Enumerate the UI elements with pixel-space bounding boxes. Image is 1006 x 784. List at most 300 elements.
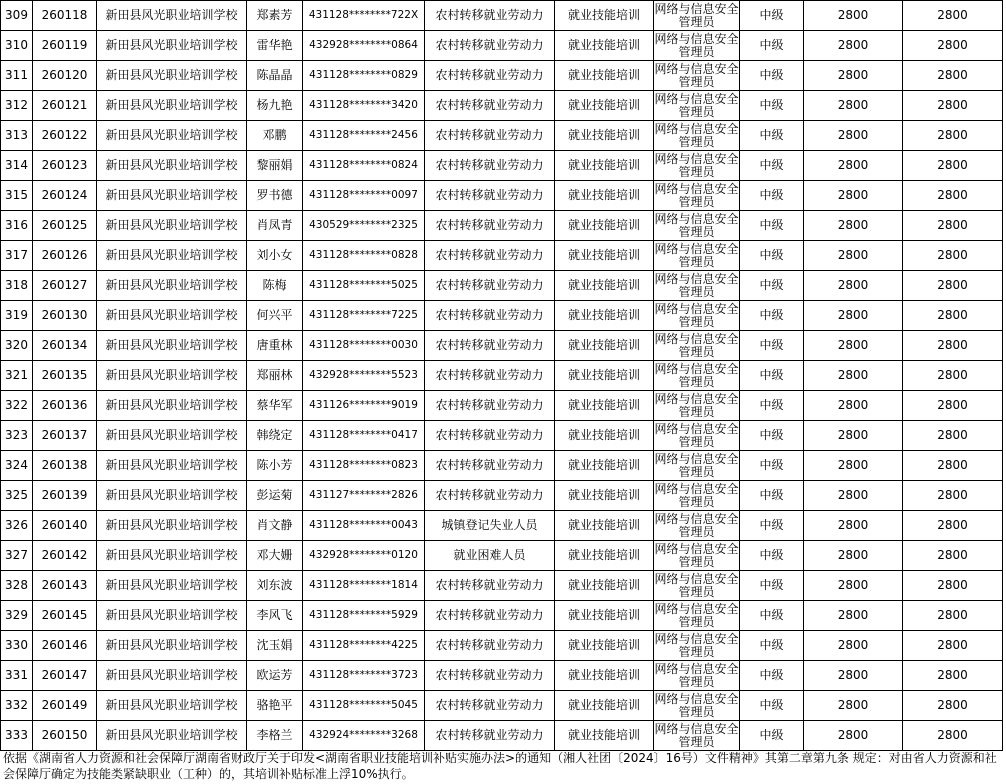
cell-seq: 325 bbox=[1, 481, 33, 511]
cell-code: 260134 bbox=[33, 331, 97, 361]
cell-id-number: 431127********2826 bbox=[303, 481, 425, 511]
cell-code: 260119 bbox=[33, 31, 97, 61]
cell-training-type: 就业技能培训 bbox=[555, 241, 654, 271]
cell-school: 新田县风光职业培训学校 bbox=[97, 121, 247, 151]
cell-code: 260120 bbox=[33, 61, 97, 91]
cell-id-number: 431128********0417 bbox=[303, 421, 425, 451]
cell-training-type: 就业技能培训 bbox=[555, 181, 654, 211]
cell-level: 中级 bbox=[740, 391, 804, 421]
cell-name: 陈小芳 bbox=[247, 451, 303, 481]
cell-school: 新田县风光职业培训学校 bbox=[97, 511, 247, 541]
cell-category: 农村转移就业劳动力 bbox=[425, 691, 555, 721]
cell-level: 中级 bbox=[740, 361, 804, 391]
cell-training-type: 就业技能培训 bbox=[555, 31, 654, 61]
cell-job-title: 网络与信息安全管理员 bbox=[654, 571, 739, 599]
cell-amount: 2800 bbox=[903, 451, 1003, 481]
cell-code: 260136 bbox=[33, 391, 97, 421]
cell-name: 欧运芳 bbox=[247, 661, 303, 691]
cell-name: 杨九艳 bbox=[247, 91, 303, 121]
cell-seq: 323 bbox=[1, 421, 33, 451]
table-row bbox=[1, 1, 1003, 31]
cell-school: 新田县风光职业培训学校 bbox=[97, 1, 247, 31]
cell-id-number: 432924********3268 bbox=[303, 721, 425, 751]
cell-category: 就业困难人员 bbox=[425, 541, 555, 571]
cell-code: 260139 bbox=[33, 481, 97, 511]
cell-school: 新田县风光职业培训学校 bbox=[97, 181, 247, 211]
cell-amount: 2800 bbox=[903, 211, 1003, 241]
table-row bbox=[1, 361, 1003, 391]
cell-training-type: 就业技能培训 bbox=[555, 451, 654, 481]
cell-training-type: 就业技能培训 bbox=[555, 391, 654, 421]
cell-name: 唐重林 bbox=[247, 331, 303, 361]
cell-level: 中级 bbox=[740, 241, 804, 271]
cell-amount: 2800 bbox=[903, 361, 1003, 391]
cell-amount: 2800 bbox=[903, 181, 1003, 211]
cell-id-number: 431128********0823 bbox=[303, 451, 425, 481]
cell-standard: 2800 bbox=[804, 391, 903, 421]
cell-level: 中级 bbox=[740, 121, 804, 151]
cell-standard: 2800 bbox=[804, 541, 903, 571]
cell-seq: 321 bbox=[1, 361, 33, 391]
cell-standard: 2800 bbox=[804, 451, 903, 481]
cell-standard: 2800 bbox=[804, 31, 903, 61]
cell-training-type: 就业技能培训 bbox=[555, 121, 654, 151]
cell-amount: 2800 bbox=[903, 691, 1003, 721]
cell-code: 260140 bbox=[33, 511, 97, 541]
cell-id-number: 431128********5025 bbox=[303, 271, 425, 301]
table-row bbox=[1, 61, 1003, 91]
cell-category: 农村转移就业劳动力 bbox=[425, 331, 555, 361]
cell-category: 城镇登记失业人员 bbox=[425, 511, 555, 541]
cell-name: 刘小女 bbox=[247, 241, 303, 271]
cell-id-number: 431128********4225 bbox=[303, 631, 425, 661]
cell-code: 260142 bbox=[33, 541, 97, 571]
cell-id-number: 431128********2456 bbox=[303, 121, 425, 151]
cell-job-title: 网络与信息安全管理员 bbox=[654, 121, 739, 149]
cell-level: 中级 bbox=[740, 601, 804, 631]
cell-id-number: 431128********5929 bbox=[303, 601, 425, 631]
cell-category: 农村转移就业劳动力 bbox=[425, 1, 555, 31]
table-row bbox=[1, 601, 1003, 631]
cell-job-title: 网络与信息安全管理员 bbox=[654, 661, 739, 689]
cell-level: 中级 bbox=[740, 661, 804, 691]
cell-id-number: 431128********0030 bbox=[303, 331, 425, 361]
cell-name: 韩绕定 bbox=[247, 421, 303, 451]
cell-amount: 2800 bbox=[903, 541, 1003, 571]
cell-name: 雷华艳 bbox=[247, 31, 303, 61]
cell-school: 新田县风光职业培训学校 bbox=[97, 601, 247, 631]
cell-seq: 312 bbox=[1, 91, 33, 121]
cell-id-number: 431128********0097 bbox=[303, 181, 425, 211]
cell-seq: 322 bbox=[1, 391, 33, 421]
cell-training-type: 就业技能培训 bbox=[555, 331, 654, 361]
cell-level: 中级 bbox=[740, 301, 804, 331]
cell-standard: 2800 bbox=[804, 151, 903, 181]
table-row bbox=[1, 451, 1003, 481]
table-row bbox=[1, 211, 1003, 241]
cell-code: 260121 bbox=[33, 91, 97, 121]
cell-seq: 320 bbox=[1, 331, 33, 361]
cell-amount: 2800 bbox=[903, 391, 1003, 421]
cell-code: 260125 bbox=[33, 211, 97, 241]
cell-training-type: 就业技能培训 bbox=[555, 601, 654, 631]
cell-job-title: 网络与信息安全管理员 bbox=[654, 241, 739, 269]
cell-id-number: 431126********9019 bbox=[303, 391, 425, 421]
cell-training-type: 就业技能培训 bbox=[555, 271, 654, 301]
cell-amount: 2800 bbox=[903, 571, 1003, 601]
cell-training-type: 就业技能培训 bbox=[555, 481, 654, 511]
table-row bbox=[1, 421, 1003, 451]
cell-category: 农村转移就业劳动力 bbox=[425, 211, 555, 241]
cell-school: 新田县风光职业培训学校 bbox=[97, 451, 247, 481]
cell-seq: 329 bbox=[1, 601, 33, 631]
cell-code: 260127 bbox=[33, 271, 97, 301]
cell-standard: 2800 bbox=[804, 631, 903, 661]
cell-seq: 333 bbox=[1, 721, 33, 751]
cell-standard: 2800 bbox=[804, 91, 903, 121]
table-row bbox=[1, 691, 1003, 721]
cell-standard: 2800 bbox=[804, 421, 903, 451]
cell-amount: 2800 bbox=[903, 721, 1003, 751]
cell-category: 农村转移就业劳动力 bbox=[425, 91, 555, 121]
cell-id-number: 431128********1814 bbox=[303, 571, 425, 601]
cell-job-title: 网络与信息安全管理员 bbox=[654, 541, 739, 569]
cell-name: 邓鹏 bbox=[247, 121, 303, 151]
cell-id-number: 431128********3420 bbox=[303, 91, 425, 121]
cell-amount: 2800 bbox=[903, 301, 1003, 331]
cell-amount: 2800 bbox=[903, 331, 1003, 361]
cell-seq: 309 bbox=[1, 1, 33, 31]
cell-job-title: 网络与信息安全管理员 bbox=[654, 151, 739, 179]
table-row bbox=[1, 511, 1003, 541]
cell-seq: 310 bbox=[1, 31, 33, 61]
table-row bbox=[1, 241, 1003, 271]
cell-school: 新田县风光职业培训学校 bbox=[97, 391, 247, 421]
cell-job-title: 网络与信息安全管理员 bbox=[654, 31, 739, 59]
cell-level: 中级 bbox=[740, 151, 804, 181]
cell-seq: 311 bbox=[1, 61, 33, 91]
cell-school: 新田县风光职业培训学校 bbox=[97, 301, 247, 331]
cell-job-title: 网络与信息安全管理员 bbox=[654, 331, 739, 359]
cell-school: 新田县风光职业培训学校 bbox=[97, 271, 247, 301]
cell-category: 农村转移就业劳动力 bbox=[425, 421, 555, 451]
cell-amount: 2800 bbox=[903, 481, 1003, 511]
cell-seq: 314 bbox=[1, 151, 33, 181]
cell-job-title: 网络与信息安全管理员 bbox=[654, 271, 739, 299]
cell-standard: 2800 bbox=[804, 511, 903, 541]
cell-level: 中级 bbox=[740, 271, 804, 301]
cell-job-title: 网络与信息安全管理员 bbox=[654, 721, 739, 749]
cell-code: 260122 bbox=[33, 121, 97, 151]
cell-level: 中级 bbox=[740, 331, 804, 361]
cell-name: 肖文静 bbox=[247, 511, 303, 541]
cell-name: 李格兰 bbox=[247, 721, 303, 751]
cell-level: 中级 bbox=[740, 571, 804, 601]
cell-seq: 331 bbox=[1, 661, 33, 691]
cell-code: 260143 bbox=[33, 571, 97, 601]
cell-training-type: 就业技能培训 bbox=[555, 91, 654, 121]
table-row bbox=[1, 481, 1003, 511]
cell-id-number: 432928********0120 bbox=[303, 541, 425, 571]
cell-training-type: 就业技能培训 bbox=[555, 211, 654, 241]
cell-name: 罗书德 bbox=[247, 181, 303, 211]
cell-name: 李风飞 bbox=[247, 601, 303, 631]
cell-amount: 2800 bbox=[903, 1, 1003, 31]
cell-seq: 330 bbox=[1, 631, 33, 661]
cell-id-number: 431128********0828 bbox=[303, 241, 425, 271]
cell-amount: 2800 bbox=[903, 631, 1003, 661]
cell-school: 新田县风光职业培训学校 bbox=[97, 481, 247, 511]
cell-training-type: 就业技能培训 bbox=[555, 1, 654, 31]
table-row bbox=[1, 541, 1003, 571]
cell-id-number: 431128********5045 bbox=[303, 691, 425, 721]
cell-seq: 316 bbox=[1, 211, 33, 241]
table-row bbox=[1, 331, 1003, 361]
cell-training-type: 就业技能培训 bbox=[555, 571, 654, 601]
cell-id-number: 430529********2325 bbox=[303, 211, 425, 241]
cell-code: 260130 bbox=[33, 301, 97, 331]
cell-training-type: 就业技能培训 bbox=[555, 301, 654, 331]
cell-code: 260135 bbox=[33, 361, 97, 391]
cell-name: 陈晶晶 bbox=[247, 61, 303, 91]
cell-standard: 2800 bbox=[804, 1, 903, 31]
cell-level: 中级 bbox=[740, 481, 804, 511]
table-row bbox=[1, 151, 1003, 181]
cell-amount: 2800 bbox=[903, 31, 1003, 61]
cell-standard: 2800 bbox=[804, 301, 903, 331]
cell-seq: 324 bbox=[1, 451, 33, 481]
cell-standard: 2800 bbox=[804, 601, 903, 631]
cell-amount: 2800 bbox=[903, 151, 1003, 181]
cell-level: 中级 bbox=[740, 721, 804, 751]
cell-seq: 326 bbox=[1, 511, 33, 541]
cell-id-number: 431128********3723 bbox=[303, 661, 425, 691]
cell-training-type: 就业技能培训 bbox=[555, 421, 654, 451]
cell-code: 260147 bbox=[33, 661, 97, 691]
cell-name: 肖凤青 bbox=[247, 211, 303, 241]
table-row bbox=[1, 661, 1003, 691]
cell-code: 260145 bbox=[33, 601, 97, 631]
cell-level: 中级 bbox=[740, 61, 804, 91]
cell-job-title: 网络与信息安全管理员 bbox=[654, 481, 739, 509]
cell-standard: 2800 bbox=[804, 121, 903, 151]
cell-training-type: 就业技能培训 bbox=[555, 151, 654, 181]
cell-name: 郑丽林 bbox=[247, 361, 303, 391]
cell-job-title: 网络与信息安全管理员 bbox=[654, 511, 739, 539]
table-row bbox=[1, 571, 1003, 601]
cell-category: 农村转移就业劳动力 bbox=[425, 571, 555, 601]
cell-category: 农村转移就业劳动力 bbox=[425, 181, 555, 211]
cell-standard: 2800 bbox=[804, 571, 903, 601]
cell-job-title: 网络与信息安全管理员 bbox=[654, 211, 739, 239]
cell-seq: 317 bbox=[1, 241, 33, 271]
cell-school: 新田县风光职业培训学校 bbox=[97, 661, 247, 691]
cell-standard: 2800 bbox=[804, 481, 903, 511]
cell-standard: 2800 bbox=[804, 211, 903, 241]
cell-standard: 2800 bbox=[804, 181, 903, 211]
cell-category: 农村转移就业劳动力 bbox=[425, 121, 555, 151]
cell-seq: 328 bbox=[1, 571, 33, 601]
cell-school: 新田县风光职业培训学校 bbox=[97, 631, 247, 661]
cell-name: 彭运菊 bbox=[247, 481, 303, 511]
cell-level: 中级 bbox=[740, 541, 804, 571]
footnote: 依据《湖南省人力资源和社会保障厅湖南省财政厅关于印发<湖南省职业技能培训补贴实施办法>的通知（湘人社团〔2024〕16号）文件精神》其第二章第九条 规定：对由省人力资源和社会保障厅确定为技能类紧缺职业（工种）的，其培训补贴标准上浮10%执行。 bbox=[3, 751, 997, 781]
cell-code: 260146 bbox=[33, 631, 97, 661]
cell-standard: 2800 bbox=[804, 361, 903, 391]
cell-training-type: 就业技能培训 bbox=[555, 661, 654, 691]
cell-school: 新田县风光职业培训学校 bbox=[97, 691, 247, 721]
cell-category: 农村转移就业劳动力 bbox=[425, 241, 555, 271]
cell-amount: 2800 bbox=[903, 601, 1003, 631]
cell-category: 农村转移就业劳动力 bbox=[425, 61, 555, 91]
cell-name: 骆艳平 bbox=[247, 691, 303, 721]
cell-job-title: 网络与信息安全管理员 bbox=[654, 391, 739, 419]
cell-job-title: 网络与信息安全管理员 bbox=[654, 451, 739, 479]
cell-school: 新田县风光职业培训学校 bbox=[97, 571, 247, 601]
cell-name: 邓大姗 bbox=[247, 541, 303, 571]
cell-standard: 2800 bbox=[804, 241, 903, 271]
cell-category: 农村转移就业劳动力 bbox=[425, 661, 555, 691]
cell-job-title: 网络与信息安全管理员 bbox=[654, 61, 739, 89]
cell-amount: 2800 bbox=[903, 61, 1003, 91]
cell-job-title: 网络与信息安全管理员 bbox=[654, 361, 739, 389]
cell-name: 蔡华军 bbox=[247, 391, 303, 421]
cell-amount: 2800 bbox=[903, 241, 1003, 271]
cell-amount: 2800 bbox=[903, 121, 1003, 151]
cell-standard: 2800 bbox=[804, 61, 903, 91]
cell-school: 新田县风光职业培训学校 bbox=[97, 241, 247, 271]
cell-code: 260124 bbox=[33, 181, 97, 211]
table-row bbox=[1, 121, 1003, 151]
cell-job-title: 网络与信息安全管理员 bbox=[654, 1, 739, 29]
cell-seq: 318 bbox=[1, 271, 33, 301]
cell-name: 郑素芳 bbox=[247, 1, 303, 31]
cell-level: 中级 bbox=[740, 421, 804, 451]
table-row bbox=[1, 391, 1003, 421]
cell-id-number: 432928********5523 bbox=[303, 361, 425, 391]
cell-level: 中级 bbox=[740, 511, 804, 541]
cell-level: 中级 bbox=[740, 451, 804, 481]
table-row bbox=[1, 721, 1003, 751]
cell-school: 新田县风光职业培训学校 bbox=[97, 151, 247, 181]
table-row bbox=[1, 91, 1003, 121]
cell-standard: 2800 bbox=[804, 691, 903, 721]
cell-job-title: 网络与信息安全管理员 bbox=[654, 601, 739, 629]
cell-school: 新田县风光职业培训学校 bbox=[97, 31, 247, 61]
cell-code: 260137 bbox=[33, 421, 97, 451]
cell-training-type: 就业技能培训 bbox=[555, 541, 654, 571]
cell-id-number: 431128********7225 bbox=[303, 301, 425, 331]
cell-level: 中级 bbox=[740, 211, 804, 241]
cell-category: 农村转移就业劳动力 bbox=[425, 271, 555, 301]
cell-name: 黎丽娟 bbox=[247, 151, 303, 181]
cell-level: 中级 bbox=[740, 1, 804, 31]
cell-code: 260126 bbox=[33, 241, 97, 271]
cell-job-title: 网络与信息安全管理员 bbox=[654, 91, 739, 119]
cell-id-number: 431128********0829 bbox=[303, 61, 425, 91]
cell-standard: 2800 bbox=[804, 721, 903, 751]
cell-name: 刘东波 bbox=[247, 571, 303, 601]
cell-code: 260149 bbox=[33, 691, 97, 721]
cell-amount: 2800 bbox=[903, 511, 1003, 541]
table-row bbox=[1, 301, 1003, 331]
cell-category: 农村转移就业劳动力 bbox=[425, 451, 555, 481]
cell-amount: 2800 bbox=[903, 661, 1003, 691]
cell-category: 农村转移就业劳动力 bbox=[425, 721, 555, 751]
cell-school: 新田县风光职业培训学校 bbox=[97, 211, 247, 241]
cell-category: 农村转移就业劳动力 bbox=[425, 601, 555, 631]
cell-school: 新田县风光职业培训学校 bbox=[97, 331, 247, 361]
cell-level: 中级 bbox=[740, 631, 804, 661]
cell-amount: 2800 bbox=[903, 271, 1003, 301]
cell-level: 中级 bbox=[740, 691, 804, 721]
cell-id-number: 431128********722X bbox=[303, 1, 425, 31]
cell-school: 新田县风光职业培训学校 bbox=[97, 61, 247, 91]
cell-school: 新田县风光职业培训学校 bbox=[97, 91, 247, 121]
cell-id-number: 432928********0864 bbox=[303, 31, 425, 61]
cell-seq: 319 bbox=[1, 301, 33, 331]
cell-code: 260118 bbox=[33, 1, 97, 31]
cell-category: 农村转移就业劳动力 bbox=[425, 31, 555, 61]
cell-name: 沈玉娟 bbox=[247, 631, 303, 661]
cell-seq: 315 bbox=[1, 181, 33, 211]
cell-name: 陈梅 bbox=[247, 271, 303, 301]
cell-seq: 313 bbox=[1, 121, 33, 151]
table-row bbox=[1, 271, 1003, 301]
cell-training-type: 就业技能培训 bbox=[555, 691, 654, 721]
cell-amount: 2800 bbox=[903, 91, 1003, 121]
cell-seq: 327 bbox=[1, 541, 33, 571]
cell-code: 260150 bbox=[33, 721, 97, 751]
cell-job-title: 网络与信息安全管理员 bbox=[654, 421, 739, 449]
cell-job-title: 网络与信息安全管理员 bbox=[654, 631, 739, 659]
cell-school: 新田县风光职业培训学校 bbox=[97, 541, 247, 571]
cell-training-type: 就业技能培训 bbox=[555, 721, 654, 751]
cell-job-title: 网络与信息安全管理员 bbox=[654, 691, 739, 719]
cell-level: 中级 bbox=[740, 31, 804, 61]
cell-amount: 2800 bbox=[903, 421, 1003, 451]
cell-job-title: 网络与信息安全管理员 bbox=[654, 301, 739, 329]
cell-school: 新田县风光职业培训学校 bbox=[97, 361, 247, 391]
cell-school: 新田县风光职业培训学校 bbox=[97, 421, 247, 451]
cell-seq: 332 bbox=[1, 691, 33, 721]
cell-level: 中级 bbox=[740, 181, 804, 211]
cell-standard: 2800 bbox=[804, 271, 903, 301]
cell-code: 260123 bbox=[33, 151, 97, 181]
table-row bbox=[1, 631, 1003, 661]
cell-category: 农村转移就业劳动力 bbox=[425, 481, 555, 511]
table-row bbox=[1, 31, 1003, 61]
cell-school: 新田县风光职业培训学校 bbox=[97, 721, 247, 751]
cell-category: 农村转移就业劳动力 bbox=[425, 391, 555, 421]
cell-training-type: 就业技能培训 bbox=[555, 61, 654, 91]
cell-training-type: 就业技能培训 bbox=[555, 511, 654, 541]
cell-job-title: 网络与信息安全管理员 bbox=[654, 181, 739, 209]
cell-id-number: 431128********0824 bbox=[303, 151, 425, 181]
cell-standard: 2800 bbox=[804, 331, 903, 361]
cell-category: 农村转移就业劳动力 bbox=[425, 361, 555, 391]
cell-training-type: 就业技能培训 bbox=[555, 631, 654, 661]
cell-training-type: 就业技能培训 bbox=[555, 361, 654, 391]
cell-code: 260138 bbox=[33, 451, 97, 481]
cell-standard: 2800 bbox=[804, 661, 903, 691]
cell-id-number: 431128********0043 bbox=[303, 511, 425, 541]
cell-name: 何兴平 bbox=[247, 301, 303, 331]
cell-category: 农村转移就业劳动力 bbox=[425, 151, 555, 181]
cell-category: 农村转移就业劳动力 bbox=[425, 631, 555, 661]
cell-level: 中级 bbox=[740, 91, 804, 121]
table-row bbox=[1, 181, 1003, 211]
